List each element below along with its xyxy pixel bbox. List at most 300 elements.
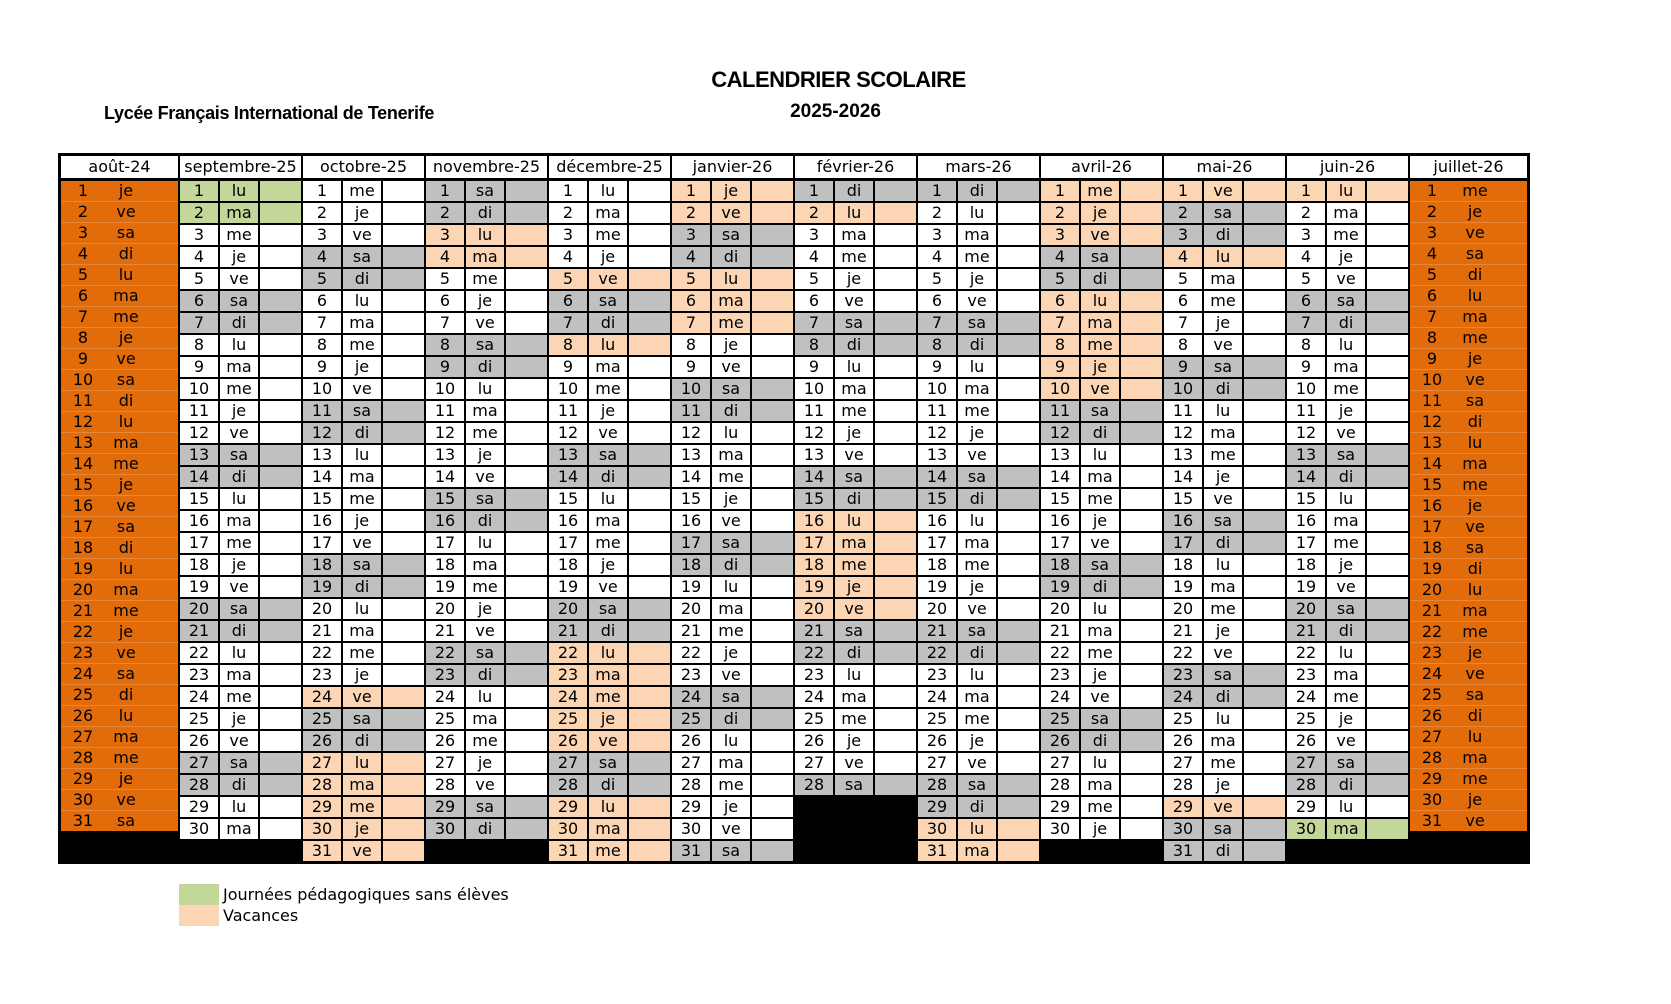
- weekday: lu: [835, 357, 875, 377]
- note-cell: [1121, 445, 1162, 465]
- note-cell: [752, 489, 793, 509]
- day-row: [1287, 291, 1408, 313]
- day-row: [426, 247, 547, 269]
- day-row: [549, 577, 670, 599]
- note-cell: [506, 291, 547, 311]
- weekday: ma: [113, 727, 139, 746]
- day-row: [1041, 819, 1162, 841]
- day-number: 31: [1421, 811, 1443, 830]
- day-row: [426, 533, 547, 555]
- note-cell: [1121, 489, 1162, 509]
- month-header: septembre-25: [180, 156, 301, 181]
- weekday: di: [835, 335, 875, 355]
- day-number: 30: [303, 819, 343, 839]
- day-row: [795, 269, 916, 291]
- day-row: [61, 496, 178, 517]
- weekday: me: [958, 555, 998, 575]
- weekday: di: [958, 335, 998, 355]
- weekday: me: [220, 225, 260, 245]
- day-number: 27: [303, 753, 343, 773]
- day-number: 28: [303, 775, 343, 795]
- note-cell: [506, 313, 547, 333]
- day-number: 22: [1164, 643, 1204, 663]
- note-cell: [998, 247, 1039, 267]
- weekday: ma: [835, 533, 875, 553]
- day-number: 5: [918, 269, 958, 289]
- day-row: [918, 467, 1039, 489]
- day-number: 1: [672, 181, 712, 201]
- note-cell: [629, 621, 670, 641]
- day-row: [1164, 247, 1285, 269]
- day-number: 29: [72, 769, 94, 788]
- weekday: ve: [466, 313, 506, 333]
- day-number: 22: [1287, 643, 1327, 663]
- note-cell: [629, 841, 670, 861]
- weekday: lu: [712, 423, 752, 443]
- weekday: sa: [116, 811, 136, 830]
- day-number: 9: [1164, 357, 1204, 377]
- note-cell: [1121, 423, 1162, 443]
- day-row: [1164, 665, 1285, 687]
- weekday: me: [113, 307, 139, 326]
- day-number: 16: [426, 511, 466, 531]
- day-number: 24: [918, 687, 958, 707]
- weekday: me: [343, 335, 383, 355]
- weekday: sa: [1081, 709, 1121, 729]
- note-cell: [998, 841, 1039, 861]
- note-cell: [1367, 203, 1408, 223]
- note-cell: [875, 489, 916, 509]
- note-cell: [1244, 687, 1285, 707]
- weekday: sa: [1465, 244, 1485, 263]
- day-row: [795, 247, 916, 269]
- day-row: [426, 357, 547, 379]
- day-row: [1041, 379, 1162, 401]
- month-column: [180, 156, 303, 861]
- day-number: 4: [1164, 247, 1204, 267]
- note-cell: [1367, 643, 1408, 663]
- weekday: di: [118, 538, 134, 557]
- weekday: lu: [1327, 797, 1367, 817]
- note-cell: [506, 577, 547, 597]
- day-number: 12: [303, 423, 343, 443]
- day-row: [180, 819, 301, 841]
- weekday: je: [343, 511, 383, 531]
- weekday: di: [958, 643, 998, 663]
- day-row: [1287, 489, 1408, 511]
- weekday: lu: [220, 335, 260, 355]
- month-header: avril-26: [1041, 156, 1162, 181]
- note-cell: [260, 687, 301, 707]
- weekday: ma: [220, 665, 260, 685]
- weekday: ma: [1327, 357, 1367, 377]
- weekday: je: [1467, 496, 1483, 515]
- weekday: ve: [1465, 370, 1485, 389]
- note-cell: [260, 401, 301, 421]
- weekday: ve: [1327, 731, 1367, 751]
- day-number: 4: [426, 247, 466, 267]
- day-row: [180, 709, 301, 731]
- day-number: 16: [303, 511, 343, 531]
- note-cell: [383, 467, 424, 487]
- note-cell: [998, 467, 1039, 487]
- day-number: 17: [426, 533, 466, 553]
- day-number: 13: [672, 445, 712, 465]
- weekday: sa: [835, 621, 875, 641]
- day-row: [1041, 291, 1162, 313]
- weekday: ve: [958, 291, 998, 311]
- note-cell: [1121, 577, 1162, 597]
- note-cell: [1367, 687, 1408, 707]
- weekday: di: [712, 709, 752, 729]
- weekday: ve: [1081, 379, 1121, 399]
- note-cell: [629, 731, 670, 751]
- day-row: [795, 401, 916, 423]
- weekday: lu: [589, 797, 629, 817]
- day-row: [672, 203, 793, 225]
- day-row: [795, 291, 916, 313]
- day-row: [1410, 307, 1527, 328]
- weekday: lu: [1081, 753, 1121, 773]
- day-row: [1164, 445, 1285, 467]
- weekday: di: [1327, 775, 1367, 795]
- day-number: 2: [795, 203, 835, 223]
- day-row: [549, 291, 670, 313]
- day-row: [549, 533, 670, 555]
- note-cell: [1121, 731, 1162, 751]
- day-number: 3: [77, 223, 89, 242]
- weekday: ma: [466, 247, 506, 267]
- note-cell: [260, 291, 301, 311]
- day-row: [1410, 286, 1527, 307]
- weekday: ve: [958, 445, 998, 465]
- note-cell: [1367, 357, 1408, 377]
- note-cell: [998, 753, 1039, 773]
- day-row: [1164, 797, 1285, 819]
- day-number: 27: [1421, 727, 1443, 746]
- day-number: 16: [918, 511, 958, 531]
- weekday: ve: [835, 599, 875, 619]
- weekday: je: [343, 665, 383, 685]
- day-row: [180, 731, 301, 753]
- day-row: [1410, 790, 1527, 811]
- day-row: [1041, 599, 1162, 621]
- note-cell: [629, 489, 670, 509]
- note-cell: [629, 247, 670, 267]
- weekday: sa: [1327, 445, 1367, 465]
- note-cell: [629, 643, 670, 663]
- note-cell: [383, 489, 424, 509]
- weekday: ma: [958, 225, 998, 245]
- day-number: 24: [1287, 687, 1327, 707]
- note-cell: [506, 423, 547, 443]
- day-number: 30: [426, 819, 466, 839]
- note-cell: [1367, 819, 1408, 839]
- day-row: [549, 511, 670, 533]
- weekday: me: [113, 454, 139, 473]
- day-row: [1287, 643, 1408, 665]
- day-number: 1: [426, 181, 466, 201]
- weekday: sa: [343, 247, 383, 267]
- day-row: [549, 379, 670, 401]
- day-number: 26: [672, 731, 712, 751]
- day-row: [549, 643, 670, 665]
- day-row: [180, 533, 301, 555]
- weekday: ma: [1327, 819, 1367, 839]
- day-number: 11: [549, 401, 589, 421]
- day-number: 19: [795, 577, 835, 597]
- note-cell: [1367, 599, 1408, 619]
- day-number: 26: [72, 706, 94, 725]
- note-cell: [629, 181, 670, 201]
- weekday: di: [712, 247, 752, 267]
- weekday: ma: [958, 841, 998, 861]
- day-number: 23: [72, 643, 94, 662]
- weekday: me: [1204, 599, 1244, 619]
- weekday: je: [118, 769, 134, 788]
- day-number: 28: [1164, 775, 1204, 795]
- note-cell: [752, 203, 793, 223]
- day-row: [426, 225, 547, 247]
- weekday: ma: [712, 291, 752, 311]
- day-row: [672, 555, 793, 577]
- weekday: ve: [1204, 643, 1244, 663]
- weekday: me: [835, 709, 875, 729]
- day-row: [918, 753, 1039, 775]
- month-column: [1410, 156, 1527, 861]
- day-number: 1: [1287, 181, 1327, 201]
- note-cell: [1121, 665, 1162, 685]
- day-row: [1410, 181, 1527, 202]
- note-cell: [752, 709, 793, 729]
- day-number: 16: [1164, 511, 1204, 531]
- day-number: 15: [1287, 489, 1327, 509]
- day-row: [61, 349, 178, 370]
- day-number: 14: [426, 467, 466, 487]
- note-cell: [506, 731, 547, 751]
- weekday: je: [712, 643, 752, 663]
- weekday: ma: [835, 379, 875, 399]
- day-number: 4: [1287, 247, 1327, 267]
- weekday: ma: [113, 286, 139, 305]
- day-row: [180, 379, 301, 401]
- weekday: di: [1081, 731, 1121, 751]
- note-cell: [1367, 665, 1408, 685]
- day-row: [672, 489, 793, 511]
- weekday: lu: [1204, 555, 1244, 575]
- day-row: [303, 599, 424, 621]
- weekday: lu: [1467, 580, 1483, 599]
- empty-cell: [795, 841, 916, 861]
- weekday: je: [118, 181, 134, 200]
- day-number: 24: [1041, 687, 1081, 707]
- weekday: me: [1204, 753, 1244, 773]
- day-number: 2: [672, 203, 712, 223]
- weekday: ma: [712, 599, 752, 619]
- note-cell: [875, 203, 916, 223]
- weekday: je: [1327, 555, 1367, 575]
- note-cell: [506, 709, 547, 729]
- note-cell: [752, 555, 793, 575]
- day-row: [1164, 181, 1285, 203]
- note-cell: [752, 291, 793, 311]
- day-number: 9: [1287, 357, 1327, 377]
- weekday: je: [1327, 401, 1367, 421]
- weekday: lu: [958, 203, 998, 223]
- day-row: [1410, 685, 1527, 706]
- empty-row: [180, 841, 301, 861]
- weekday: lu: [589, 643, 629, 663]
- day-row: [303, 445, 424, 467]
- note-cell: [875, 335, 916, 355]
- day-row: [672, 247, 793, 269]
- day-row: [672, 775, 793, 797]
- day-row: [918, 357, 1039, 379]
- day-row: [1410, 748, 1527, 769]
- day-number: 31: [918, 841, 958, 861]
- day-row: [549, 357, 670, 379]
- weekday: je: [343, 357, 383, 377]
- day-number: 14: [1041, 467, 1081, 487]
- day-row: [1410, 244, 1527, 265]
- weekday: ma: [958, 379, 998, 399]
- day-row: [795, 225, 916, 247]
- note-cell: [1244, 357, 1285, 377]
- day-number: 25: [426, 709, 466, 729]
- weekday: je: [712, 489, 752, 509]
- day-number: 20: [1287, 599, 1327, 619]
- weekday: ma: [958, 533, 998, 553]
- weekday: di: [343, 577, 383, 597]
- day-row: [180, 291, 301, 313]
- note-cell: [752, 819, 793, 839]
- day-number: 12: [180, 423, 220, 443]
- day-row: [303, 709, 424, 731]
- day-number: 10: [672, 379, 712, 399]
- weekday: di: [1204, 841, 1244, 861]
- day-number: 22: [426, 643, 466, 663]
- note-cell: [1244, 621, 1285, 641]
- day-row: [1041, 709, 1162, 731]
- weekday: sa: [116, 223, 136, 242]
- day-number: 27: [672, 753, 712, 773]
- weekday: lu: [1327, 335, 1367, 355]
- day-number: 12: [1041, 423, 1081, 443]
- weekday: sa: [712, 533, 752, 553]
- day-row: [672, 687, 793, 709]
- day-row: [1164, 269, 1285, 291]
- note-cell: [260, 203, 301, 223]
- day-row: [61, 181, 178, 202]
- day-number: 13: [795, 445, 835, 465]
- day-number: 10: [1164, 379, 1204, 399]
- weekday: lu: [1467, 727, 1483, 746]
- note-cell: [752, 753, 793, 773]
- day-row: [1287, 511, 1408, 533]
- day-row: [672, 709, 793, 731]
- day-number: 5: [672, 269, 712, 289]
- weekday: je: [1081, 665, 1121, 685]
- weekday: me: [835, 401, 875, 421]
- note-cell: [1367, 555, 1408, 575]
- day-number: 20: [549, 599, 589, 619]
- day-row: [426, 819, 547, 841]
- day-row: [795, 313, 916, 335]
- weekday: je: [1204, 775, 1244, 795]
- note-cell: [629, 599, 670, 619]
- month-column: [426, 156, 549, 861]
- day-number: 25: [180, 709, 220, 729]
- legend-swatch-pedagogical: [179, 884, 219, 905]
- weekday: ma: [220, 357, 260, 377]
- day-row: [180, 621, 301, 643]
- day-number: 30: [549, 819, 589, 839]
- day-row: [1164, 533, 1285, 555]
- day-number: 15: [426, 489, 466, 509]
- day-number: 29: [918, 797, 958, 817]
- day-row: [303, 181, 424, 203]
- weekday: ma: [343, 467, 383, 487]
- day-number: 17: [918, 533, 958, 553]
- day-row: [180, 665, 301, 687]
- weekday: sa: [1081, 401, 1121, 421]
- day-number: 8: [1041, 335, 1081, 355]
- note-cell: [1367, 225, 1408, 245]
- weekday: sa: [712, 841, 752, 861]
- note-cell: [629, 687, 670, 707]
- weekday: me: [1327, 225, 1367, 245]
- day-row: [180, 511, 301, 533]
- day-row: [61, 265, 178, 286]
- day-number: 19: [1421, 559, 1443, 578]
- weekday: je: [343, 203, 383, 223]
- weekday: lu: [343, 291, 383, 311]
- note-cell: [998, 511, 1039, 531]
- note-cell: [1121, 357, 1162, 377]
- note-cell: [752, 687, 793, 707]
- note-cell: [752, 533, 793, 553]
- day-row: [672, 643, 793, 665]
- note-cell: [998, 643, 1039, 663]
- weekday: di: [466, 511, 506, 531]
- day-number: 9: [672, 357, 712, 377]
- note-cell: [506, 753, 547, 773]
- day-number: 11: [1421, 391, 1443, 410]
- note-cell: [752, 797, 793, 817]
- weekday: ma: [835, 687, 875, 707]
- day-number: 15: [303, 489, 343, 509]
- weekday: ve: [712, 357, 752, 377]
- day-row: [61, 643, 178, 664]
- note-cell: [752, 423, 793, 443]
- note-cell: [260, 181, 301, 201]
- month-header: août-24: [61, 156, 178, 181]
- day-number: 1: [1164, 181, 1204, 201]
- day-row: [1164, 709, 1285, 731]
- month-header: juillet-26: [1410, 156, 1527, 181]
- note-cell: [1121, 775, 1162, 795]
- weekday: ve: [1465, 223, 1485, 242]
- note-cell: [383, 203, 424, 223]
- note-cell: [1121, 621, 1162, 641]
- note-cell: [260, 819, 301, 839]
- day-row: [672, 269, 793, 291]
- month-column: [303, 156, 426, 861]
- day-row: [795, 687, 916, 709]
- weekday: sa: [343, 555, 383, 575]
- day-number: 21: [672, 621, 712, 641]
- weekday: je: [835, 269, 875, 289]
